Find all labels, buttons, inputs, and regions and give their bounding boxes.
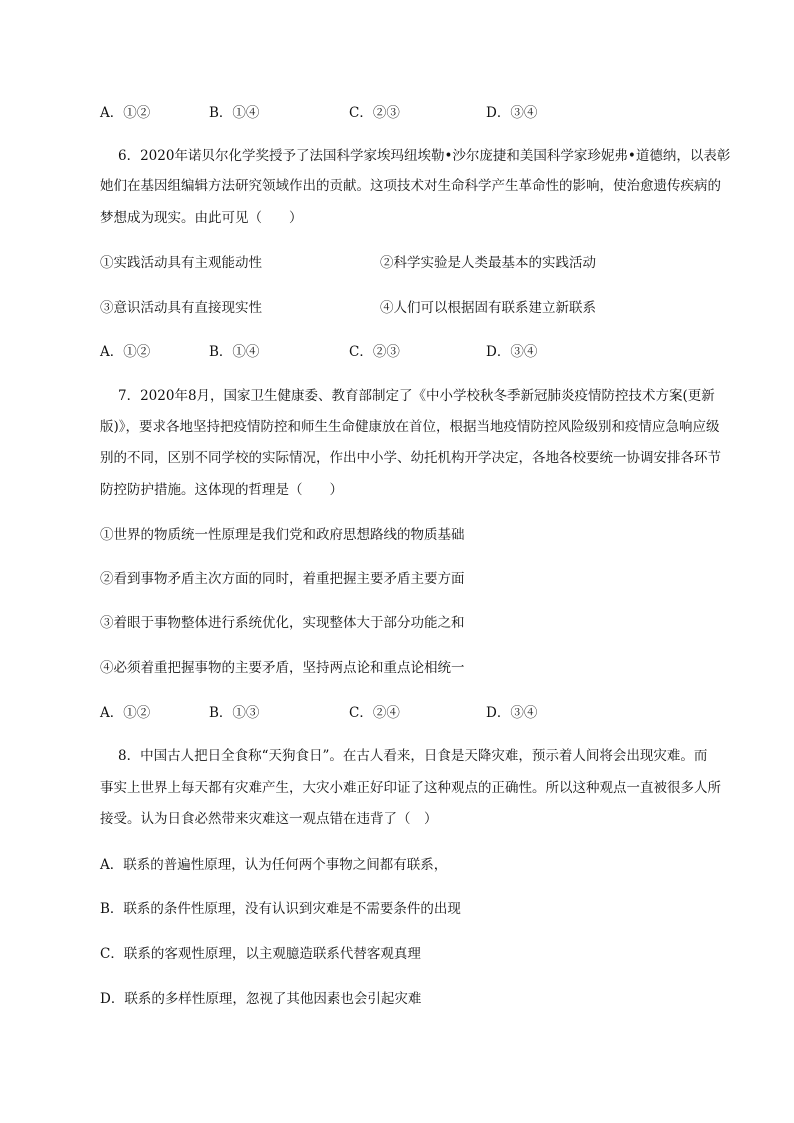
q7-statement-3: ③着眼于事物整体进行系统优化，实现整体大于部分功能之和: [100, 615, 465, 631]
q5-options: [100, 103, 700, 123]
q7-option-d: D．③④: [486, 705, 538, 721]
q8-stem-line-1: 8．中国古人把日全食称“天狗食日”。在古人看来，日食是天降灾难，预示着人间将会出现灾难。而: [118, 748, 708, 764]
q8-option-a: A．联系的普遍性原理，认为任何两个事物之间都有联系，: [100, 857, 448, 873]
q7-stem-line-4: 防控防护措施。这体现的哲理是（ ）: [100, 482, 343, 498]
q6-stem-line-1: 6．2020年诺贝尔化学奖授予了法国科学家埃玛纽埃勒•沙尔庞捷和美国科学家珍妮弗•道德纳，以表彰: [118, 148, 731, 164]
q8-option-b: B．联系的条件性原理，没有认识到灾难是不需要条件的出现: [100, 901, 461, 917]
q7-stem-line-3: 别的不同，区别不同学校的实际情况，作出中小学、幼托机构开学决定，各地各校要统一协调安排各环节: [100, 450, 721, 466]
q8-option-c: C．联系的客观性原理，以主观臆造联系代替客观真理: [100, 946, 421, 962]
q7-statement-2: ②看到事物矛盾主次方面的同时，着重把握主要矛盾主要方面: [100, 571, 465, 587]
q6-option-a: A．①②: [100, 344, 151, 360]
q7-stem-line-2: 版)》，要求各地坚持把疫情防控和师生生命健康放在首位，根据当地疫情防控风险级别和疫情应急响应级: [100, 419, 720, 435]
q6-statement-3: ③意识活动具有直接现实性: [100, 300, 262, 316]
q5-option-a: A．①②: [100, 105, 151, 121]
q6-option-b: B．①④: [209, 344, 260, 360]
q5-option-d: D．③④: [486, 105, 538, 121]
q6-stem-line-2: 她们在基因组编辑方法研究领域作出的贡献。这项技术对生命科学产生革命性的影响，使治愈遗传疾病的: [100, 178, 721, 194]
q6-stem-line-3: 梦想成为现实。由此可见（ ）: [100, 210, 303, 226]
q5-option-c: C．②③: [349, 105, 400, 121]
q6-option-c: C．②③: [349, 344, 400, 360]
q6-option-d: D．③④: [486, 344, 538, 360]
q7-option-b: B．①③: [209, 705, 260, 721]
q6-statement-4: ④人们可以根据固有联系建立新联系: [380, 300, 596, 316]
q8-stem-line-3: 接受。认为日食必然带来灾难这一观点错在违背了（ ）: [100, 811, 438, 827]
q7-statement-1: ①世界的物质统一性原理是我们党和政府思想路线的物质基础: [100, 527, 465, 543]
q7-statement-4: ④必须着重把握事物的主要矛盾，坚持两点论和重点论相统一: [100, 660, 465, 676]
q7-option-c: C．②④: [349, 705, 400, 721]
q6-statement-1: ①实践活动具有主观能动性: [100, 255, 262, 271]
q6-options: [100, 342, 700, 362]
q5-option-b: B．①④: [209, 105, 260, 121]
q8-option-d: D．联系的多样性原理，忽视了其他因素也会引起灾难: [100, 991, 422, 1007]
q7-stem-line-1: 7．2020年8月，国家卫生健康委、教育部制定了《中小学校秋冬季新冠肺炎疫情防控技术方案(更新: [118, 388, 715, 404]
q7-option-a: A．①②: [100, 705, 151, 721]
q8-stem-line-2: 事实上世界上每天都有灾难产生，大灾小难正好印证了这种观点的正确性。所以这种观点一直被很多人所: [100, 780, 721, 796]
q6-statement-2: ②科学实验是人类最基本的实践活动: [380, 255, 596, 271]
q7-options: [100, 703, 700, 723]
